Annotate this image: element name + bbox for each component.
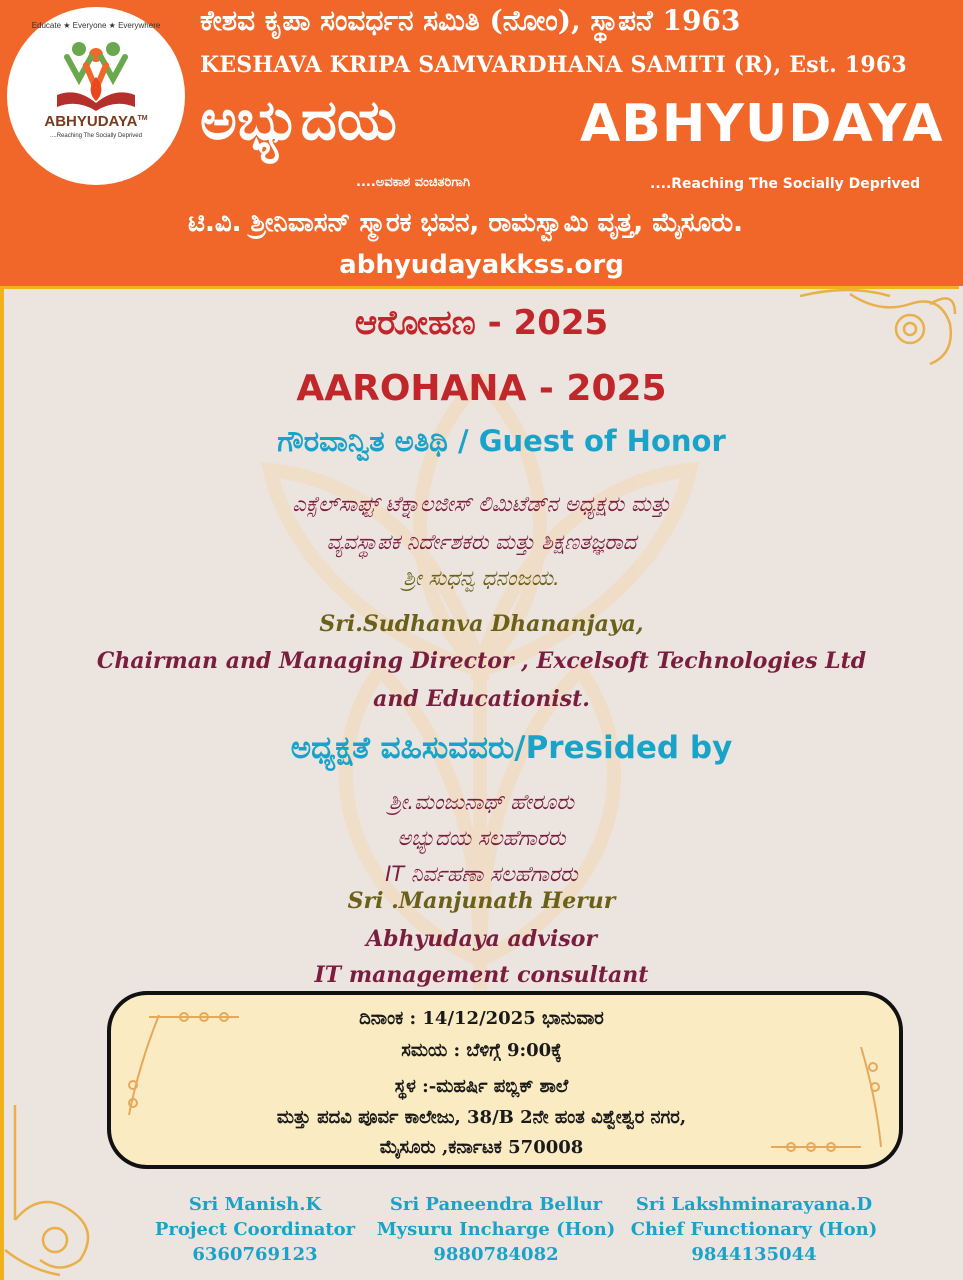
guest-english-role-2: and Educationist. <box>373 686 590 712</box>
header-banner <box>0 0 963 286</box>
website-link[interactable]: abhyudayakkss.org <box>339 250 624 280</box>
logo-name: ABHYUDAYA™ <box>44 113 148 130</box>
event-date: ದಿನಾಂಕ : 14/12/2025 ಭಾನುವಾರ <box>359 1008 604 1029</box>
guest-kannada-line-1: ಎಕ್ಸೆಲ್‌ಸಾಫ್ಟ್ ಟೆಕ್ನಾಲಜೀಸ್ ಲಿಮಿಟೆಡ್‌ನ ಅಧ್ಯಕ್ಷರು ಮತ್ತು <box>292 492 671 516</box>
contact-phone[interactable]: 6360769123 <box>192 1244 318 1265</box>
guest-kannada-line-3: ಶ್ರೀ ಸುಧನ್ವ ಧನಂಜಯ. <box>403 566 560 590</box>
event-venue-line-3: ಮೈಸೂರು ,ಕರ್ನಾಟಕ 570008 <box>379 1137 584 1158</box>
contact-card-3 <box>594 1192 914 1267</box>
presided-english-name: Sri .Manjunath Herur <box>347 888 616 914</box>
contact-phone[interactable]: 9844135044 <box>691 1244 817 1265</box>
tagline-english: ....Reaching The Socially Deprived <box>650 176 921 192</box>
contact-role: Mysuru Incharge (Hon) <box>376 1219 616 1240</box>
contact-role: Chief Functionary (Hon) <box>630 1219 878 1240</box>
contact-name: Sri Lakshminarayana.D <box>635 1194 873 1215</box>
program-name-english: ABHYUDAYA <box>580 94 944 154</box>
guest-english-role: Chairman and Managing Director , Excelsoft Technologies Ltd <box>96 648 867 674</box>
contact-name: Sri Paneendra Bellur <box>389 1194 603 1215</box>
guest-english-name: Sri.Sudhanva Dhananjaya, <box>319 611 644 637</box>
guest-kannada-line-2: ವ್ಯವಸ್ಥಾಪಕ ನಿರ್ದೇಶಕರು ಮತ್ತು ಶಿಕ್ಷಣತಜ್ಞರಾದ <box>326 530 637 554</box>
presided-by-heading: ಅಧ್ಯಕ್ಷತೆ ವಹಿಸುವವರು/Presided by <box>290 730 733 766</box>
contact-role: Project Coordinator <box>154 1219 356 1240</box>
address-kannada: ಟಿ.ವಿ. ಶ್ರೀನಿವಾಸನ್ ಸ್ಮಾರಕ ಭವನ, ರಾಮಸ್ವಾಮಿ ವೃತ್ತ, ಮೈಸೂರು. <box>188 208 743 238</box>
contact-name: Sri Manish.K <box>188 1194 322 1215</box>
guest-of-honor-heading: ಗೌರವಾನ್ವಿತ ಅತಿಥಿ / Guest of Honor <box>277 424 726 458</box>
presided-kannada-line-3: IT ನಿರ್ವಹಣಾ ಸಲಹೆಗಾರರು <box>385 862 578 886</box>
event-title-kannada: ಆರೋಹಣ - 2025 <box>354 303 609 343</box>
event-time: ಸಮಯ : ಬೆಳಿಗ್ಗೆ 9:00ಕ್ಕೆ <box>401 1040 562 1061</box>
contact-phone[interactable]: 9880784082 <box>433 1244 559 1265</box>
abhyudaya-logo <box>7 7 185 185</box>
event-title-english: AAROHANA - 2025 <box>296 368 667 409</box>
org-name-kannada: ಕೇಶವ ಕೃಪಾ ಸಂವರ್ಧನ ಸಮಿತಿ (ನೋಂ), ಸ್ಥಾಪನೆ 1963 <box>200 4 741 37</box>
event-venue-line-2: ಮತ್ತು ಪದವಿ ಪೂರ್ವ ಕಾಲೇಜು, 38/B 2ನೇ ಹಂತ ವಿಶ್ವೇಶ್ವರ ನಗರ, <box>276 1107 687 1128</box>
presided-kannada-line-2: ಅಭ್ಯುದಯ ಸಲಹೆಗಾರರು <box>397 826 566 850</box>
presided-english-role-2: IT management consultant <box>314 962 649 988</box>
event-venue-line-1: ಸ್ಥಳ :-ಮಹರ್ಷಿ ಪಬ್ಲಿಕ್ ಶಾಲೆ <box>394 1076 569 1097</box>
presided-kannada-line-1: ಶ್ರೀ.ಮಂಜುನಾಥ್ ಹೇರೂರು <box>388 790 575 814</box>
presided-english-role: Abhyudaya advisor <box>366 926 597 952</box>
logo-tagline: ....Reaching The Socially Deprived <box>50 133 142 139</box>
program-name-kannada: ಅಭ್ಯುದಯ <box>200 88 397 153</box>
logo-arc-text: Educate ★ Everyone ★ Everywhere <box>31 21 161 30</box>
org-name-english: KESHAVA KRIPA SAMVARDHANA SAMITI (R), Est. 1963 <box>200 52 907 78</box>
tagline-kannada: ....ಅವಕಾಶ ವಂಚಿತರಿಗಾಗಿ <box>356 175 471 190</box>
logo-emblem-icon <box>7 7 185 185</box>
